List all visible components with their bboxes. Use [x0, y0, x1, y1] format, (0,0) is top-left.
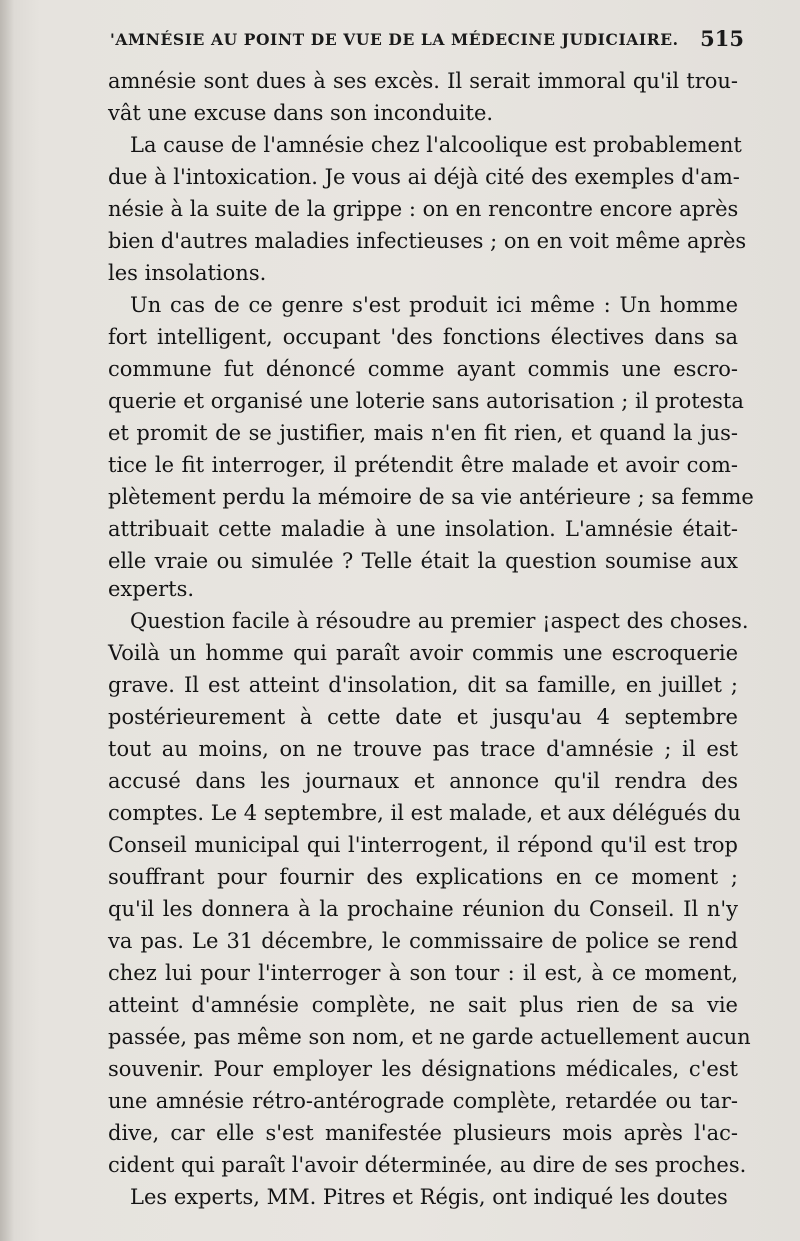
text-line: les insolations. — [108, 261, 267, 285]
text-line: vât une excuse dans son inconduite. — [108, 101, 494, 125]
text-line: dive, car elle s'est manifestée plusieurs mois après l'ac- — [108, 1121, 738, 1145]
text-line: va pas. Le 31 décembre, le commissaire de police se rend — [108, 929, 738, 953]
text-line: cident qui paraît l'avoir déterminée, au dire de ses proches. — [108, 1153, 747, 1177]
text-line: attribuait cette maladie à une insolation. L'amnésie était- — [108, 517, 738, 541]
text-line: Voilà un homme qui paraît avoir commis une escroquerie — [108, 641, 738, 665]
text-line: comptes. Le 4 septembre, il est malade, et aux délégués du — [108, 801, 741, 825]
text-line: commune fut dénoncé comme ayant commis une escro- — [108, 357, 738, 381]
text-line: souffrant pour fournir des explications en ce moment ; — [108, 865, 738, 889]
text-line: Question facile à résoudre au premier ¡aspect des choses. — [130, 609, 749, 633]
text-line: querie et organisé une loterie sans autorisation ; il protesta — [108, 389, 744, 413]
text-line: plètement perdu la mémoire de sa vie antérieure ; sa femme — [108, 485, 754, 509]
running-head: 'AMNÉSIE AU POINT DE VUE DE LA MÉDECINE JUDICIAIRE. — [110, 30, 679, 49]
page-number: 515 — [700, 26, 744, 51]
text-line: La cause de l'amnésie chez l'alcoolique est probablement — [130, 133, 742, 157]
text-line: qu'il les donnera à la prochaine réunion du Conseil. Il n'y — [108, 897, 738, 921]
text-line: tout au moins, on ne trouve pas trace d'amnésie ; il est — [108, 737, 738, 761]
text-line: due à l'intoxication. Je vous ai déjà cité des exemples d'am- — [108, 165, 740, 189]
text-line: souvenir. Pour employer les désignations médicales, c'est — [108, 1057, 738, 1081]
text-line: accusé dans les journaux et annonce qu'il rendra des — [108, 769, 738, 793]
text-line: chez lui pour l'interroger à son tour : il est, à ce moment, — [108, 961, 738, 985]
text-line: une amnésie rétro-antérograde complète, retardée ou tar- — [108, 1089, 738, 1113]
text-line: nésie à la suite de la grippe : on en rencontre encore après — [108, 197, 739, 221]
text-line: elle vraie ou simulée ? Telle était la question soumise aux — [108, 549, 738, 573]
text-line: experts. — [108, 577, 195, 601]
text-line: et promit de se justifier, mais n'en fit rien, et quand la jus- — [108, 421, 738, 445]
text-line: postérieurement à cette date et jusqu'au 4 septembre — [108, 705, 738, 729]
text-line: Un cas de ce genre s'est produit ici même : Un homme — [130, 293, 738, 317]
text-line: Conseil municipal qui l'interrogent, il répond qu'il est trop — [108, 833, 738, 857]
text-line: Les experts, MM. Pitres et Régis, ont indiqué les doutes — [130, 1185, 728, 1209]
text-line: fort intelligent, occupant 'des fonctions électives dans sa — [108, 325, 738, 349]
text-line: amnésie sont dues à ses excès. Il serait immoral qu'il trou- — [108, 69, 738, 93]
text-line: atteint d'amnésie complète, ne sait plus rien de sa vie — [108, 993, 738, 1017]
text-line: bien d'autres maladies infectieuses ; on en voit même après — [108, 229, 747, 253]
text-line: passée, pas même son nom, et ne garde actuellement aucun — [108, 1025, 751, 1049]
text-line: tice le fit interroger, il prétendit être malade et avoir com- — [108, 453, 738, 477]
text-line: grave. Il est atteint d'insolation, dit sa famille, en juillet ; — [108, 673, 738, 697]
